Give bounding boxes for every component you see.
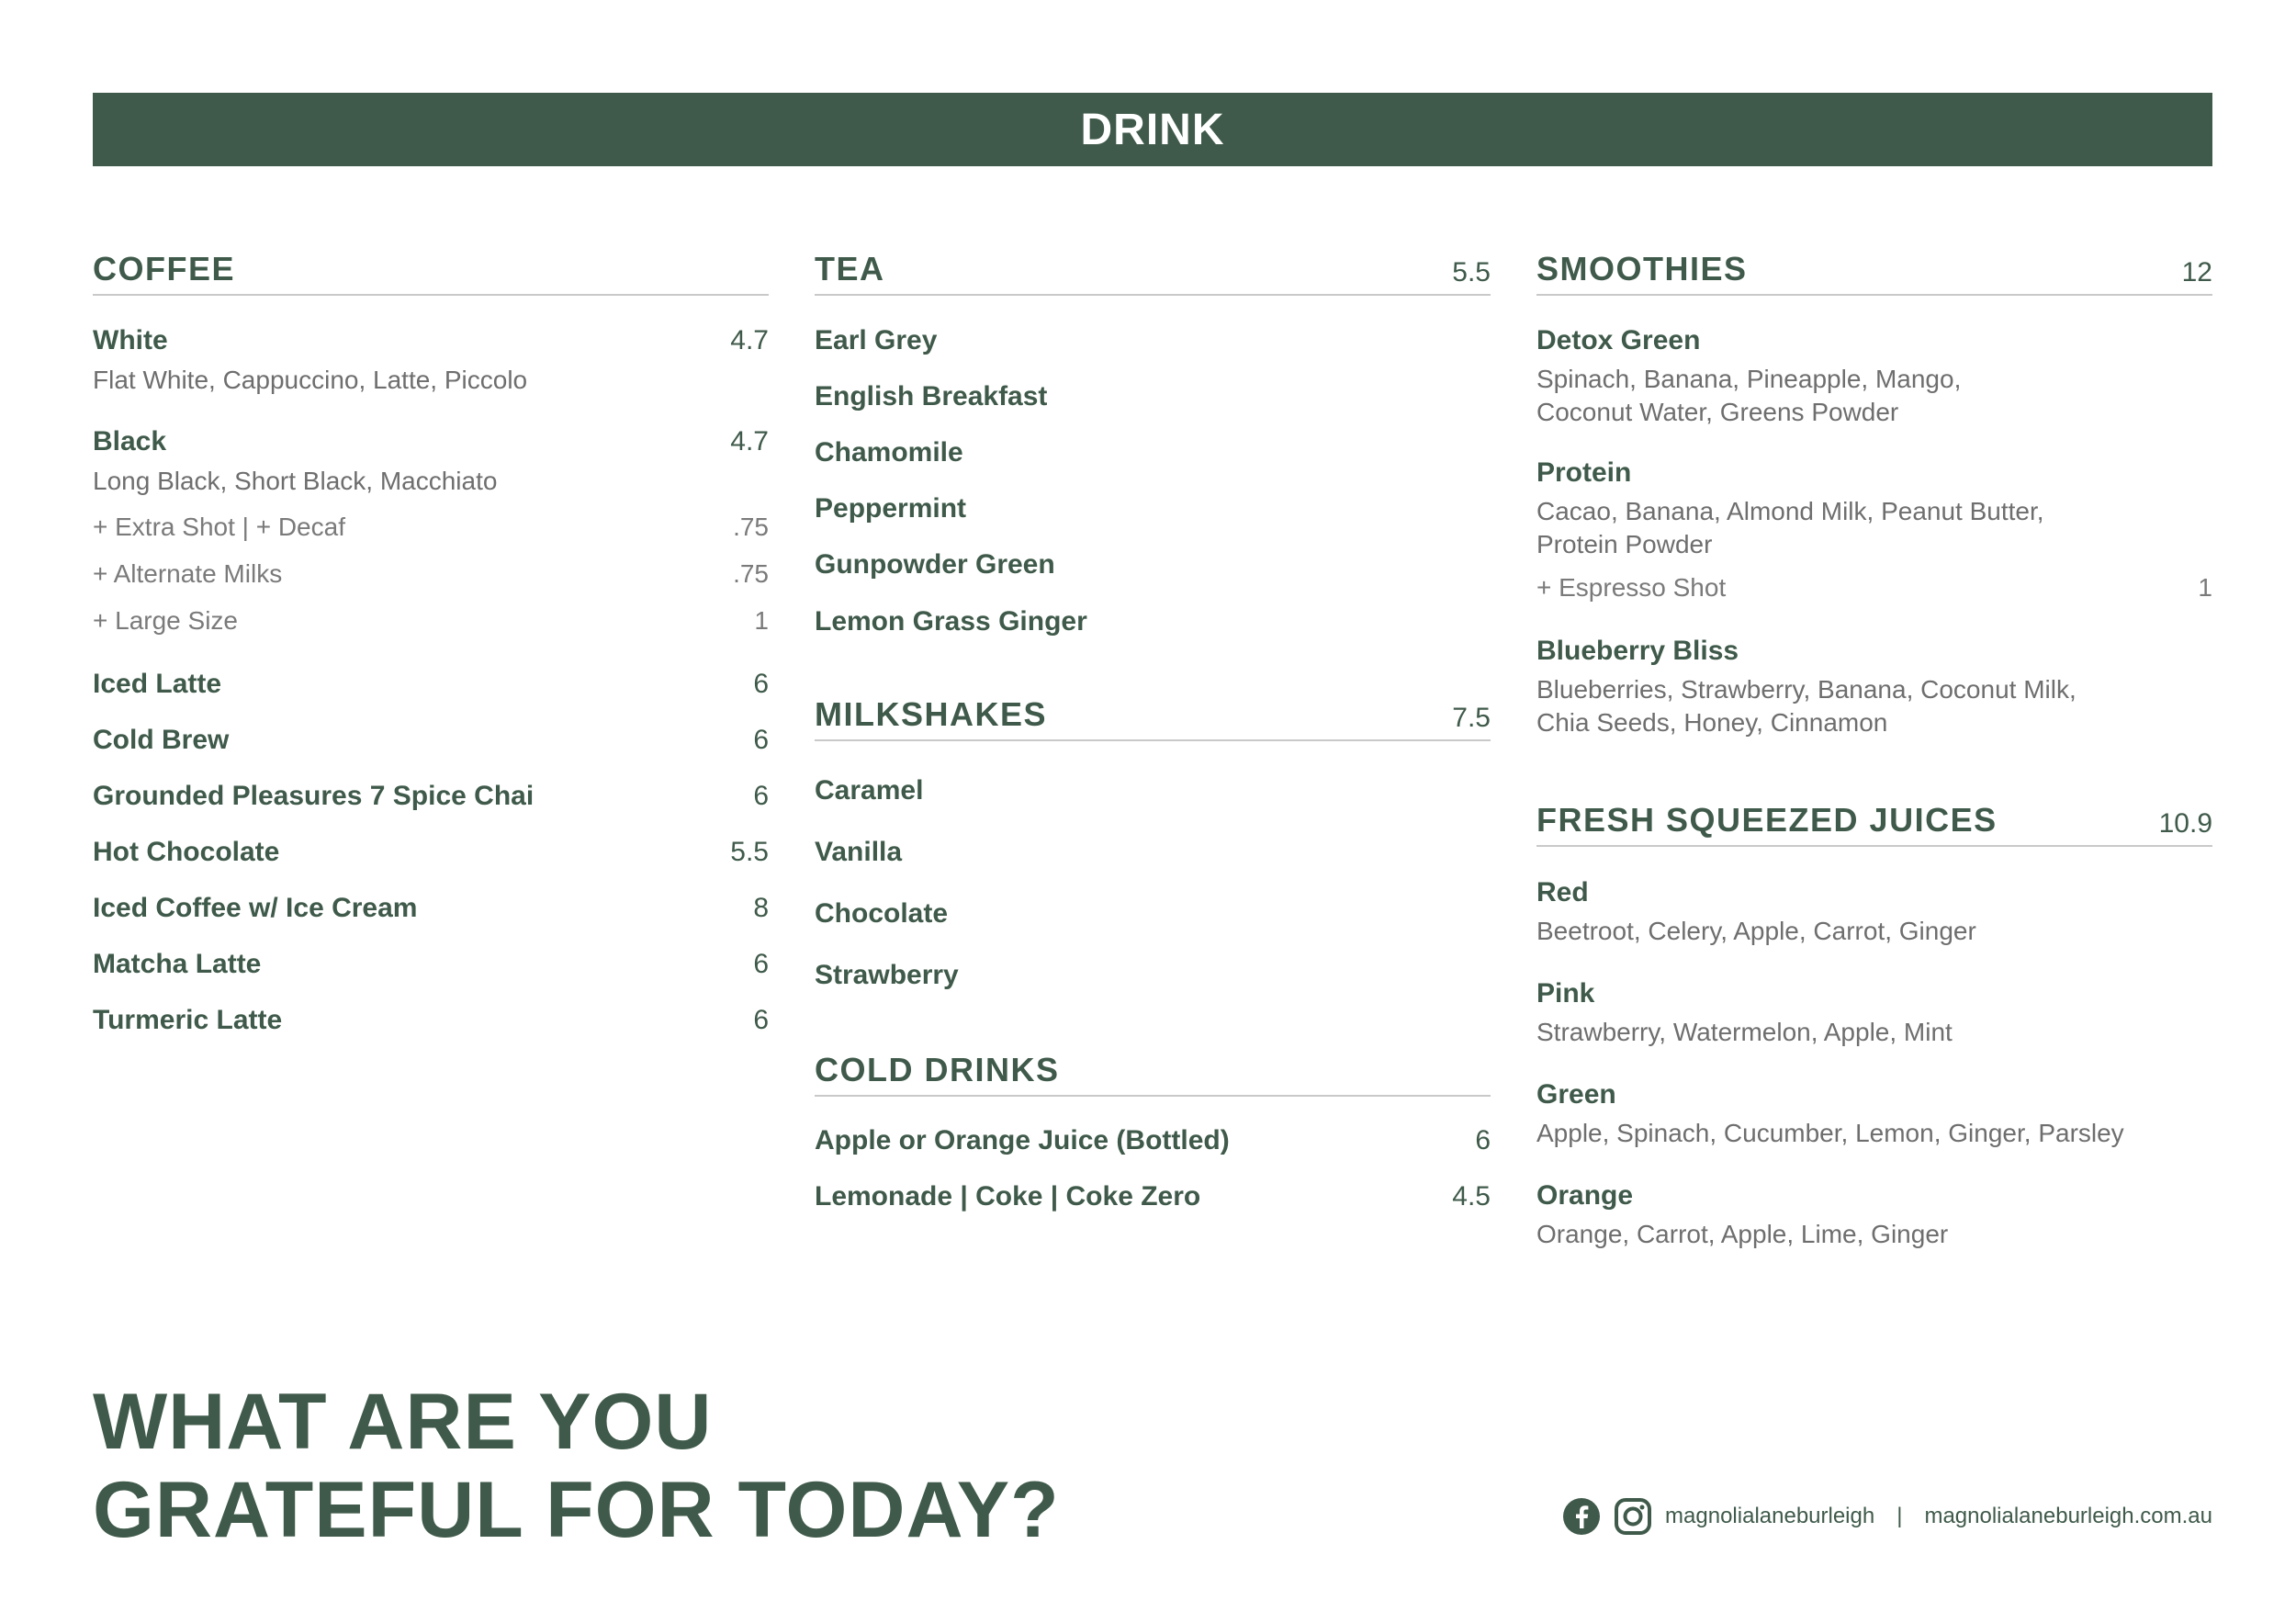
- cold-drinks-title: COLD DRINKS: [815, 1051, 1060, 1088]
- item-name: English Breakfast: [815, 381, 1048, 411]
- addon-espresso-shot: [1536, 573, 2212, 603]
- item-price: 6: [753, 949, 769, 979]
- item-name: Orange: [1536, 1180, 1634, 1211]
- item-price: 6: [1475, 1125, 1491, 1155]
- footer-separator: |: [1896, 1504, 1903, 1528]
- coffee-title: COFFEE: [93, 250, 236, 287]
- menu-item: [93, 781, 769, 812]
- item-name: Protein: [1536, 457, 1632, 488]
- item-price: 6: [753, 781, 769, 811]
- addon-price: 1: [754, 606, 769, 635]
- item-description: Coconut Water, Greens Powder: [1536, 398, 1899, 426]
- menu-item: [815, 325, 1491, 356]
- item-name: Strawberry: [815, 960, 959, 990]
- tea-section-header: [815, 248, 1491, 296]
- addon-price: .75: [733, 513, 769, 541]
- tagline: [93, 1378, 1060, 1554]
- smoothies-juices-column: [1536, 0, 2212, 1623]
- item-description: Chia Seeds, Honey, Cinnamon: [1536, 708, 1888, 737]
- item-name: Blueberry Bliss: [1536, 636, 1739, 666]
- menu-item: [815, 437, 1491, 468]
- item-name: Lemonade | Coke | Coke Zero: [815, 1181, 1201, 1212]
- menu-item: [815, 381, 1491, 412]
- item-description: Cacao, Banana, Almond Milk, Peanut Butter,: [1536, 497, 2044, 525]
- menu-item: [93, 893, 769, 924]
- menu-item-white: [93, 325, 769, 356]
- social-handle[interactable]: magnolialaneburleigh: [1665, 1504, 1875, 1528]
- addon-alternate-milks: [93, 559, 769, 589]
- item-price: 6: [753, 725, 769, 755]
- item-name: Pink: [1536, 978, 1595, 1009]
- menu-item: [93, 837, 769, 868]
- item-name: Detox Green: [1536, 325, 1701, 355]
- menu-item: [815, 960, 1491, 991]
- item-name: Caramel: [815, 775, 924, 806]
- juices-section-header: [1536, 799, 2212, 847]
- social-links: [1562, 1497, 2212, 1536]
- tea-price: 5.5: [1452, 257, 1491, 287]
- item-price: 4.7: [730, 325, 769, 355]
- menu-item: [815, 549, 1491, 580]
- page-title: DRINK: [1080, 105, 1225, 154]
- item-name: Turmeric Latte: [93, 1005, 283, 1035]
- addon-extra-shot: [93, 513, 769, 542]
- tea-title: TEA: [815, 250, 885, 287]
- item-name: Iced Coffee w/ Ice Cream: [93, 893, 418, 923]
- menu-item: [93, 949, 769, 980]
- milkshakes-price: 7.5: [1452, 703, 1491, 733]
- tagline-line-1: WHAT ARE YOU: [93, 1378, 713, 1466]
- menu-item-detox-green: [1536, 325, 2212, 356]
- website-link[interactable]: magnolialaneburleigh.com.au: [1924, 1504, 2212, 1528]
- item-name: Green: [1536, 1079, 1616, 1110]
- item-name: Chocolate: [815, 898, 949, 929]
- menu-item-orange: [1536, 1180, 2212, 1212]
- item-name: Vanilla: [815, 837, 903, 867]
- item-name: Black: [93, 426, 167, 456]
- menu-item-protein: [1536, 457, 2212, 489]
- milkshakes-title: MILKSHAKES: [815, 695, 1048, 733]
- item-price: 6: [753, 1005, 769, 1035]
- item-name: Chamomile: [815, 437, 963, 468]
- addon-name: + Large Size: [93, 606, 238, 635]
- menu-item: [93, 669, 769, 700]
- menu-item: [93, 1005, 769, 1036]
- juices-price: 10.9: [2158, 808, 2212, 839]
- menu-item-blueberry-bliss: [1536, 636, 2212, 667]
- item-name: Cold Brew: [93, 725, 230, 755]
- item-description: Blueberries, Strawberry, Banana, Coconut Milk,: [1536, 675, 2077, 704]
- menu-item-green: [1536, 1079, 2212, 1110]
- item-name: Red: [1536, 877, 1589, 907]
- item-name: Grounded Pleasures 7 Spice Chai: [93, 781, 535, 811]
- item-description: Protein Powder: [1536, 530, 1713, 558]
- menu-item: [815, 606, 1491, 637]
- addon-large-size: [93, 606, 769, 636]
- addon-price: .75: [733, 559, 769, 588]
- juices-title: FRESH SQUEEZED JUICES: [1536, 801, 1998, 839]
- item-price: 8: [753, 893, 769, 923]
- smoothies-title: SMOOTHIES: [1536, 250, 1748, 287]
- addon-price: 1: [2198, 573, 2212, 602]
- menu-item: [815, 1181, 1491, 1212]
- menu-item: [815, 837, 1491, 868]
- item-name: Lemon Grass Ginger: [815, 606, 1087, 637]
- addon-name: + Alternate Milks: [93, 559, 283, 588]
- tagline-line-2: GRATEFUL FOR TODAY?: [93, 1466, 1060, 1554]
- item-price: 6: [753, 669, 769, 699]
- item-description: Long Black, Short Black, Macchiato: [93, 467, 498, 495]
- item-description: Beetroot, Celery, Apple, Carrot, Ginger: [1536, 917, 1976, 945]
- cold-drinks-section-header: [815, 1049, 1491, 1097]
- menu-item: [93, 725, 769, 756]
- facebook-icon[interactable]: [1562, 1497, 1601, 1536]
- menu-item-red: [1536, 877, 2212, 908]
- item-name: Earl Grey: [815, 325, 938, 355]
- item-name: White: [93, 325, 168, 355]
- item-name: Gunpowder Green: [815, 549, 1055, 580]
- item-name: Matcha Latte: [93, 949, 262, 979]
- item-name: Peppermint: [815, 493, 967, 524]
- milkshakes-section-header: [815, 693, 1491, 741]
- menu-item-black: [93, 426, 769, 457]
- menu-item: [815, 493, 1491, 524]
- smoothies-price: 12: [2181, 257, 2212, 287]
- coffee-section-header: [93, 248, 769, 296]
- menu-item: [815, 775, 1491, 806]
- item-name: Iced Latte: [93, 669, 222, 699]
- menu-item: [815, 898, 1491, 930]
- menu-item: [815, 1125, 1491, 1156]
- item-description: Spinach, Banana, Pineapple, Mango,: [1536, 365, 1962, 393]
- item-description: Flat White, Cappuccino, Latte, Piccolo: [93, 366, 528, 394]
- item-price: 4.5: [1452, 1181, 1491, 1212]
- item-description: Orange, Carrot, Apple, Lime, Ginger: [1536, 1220, 1949, 1248]
- item-price: 5.5: [730, 837, 769, 867]
- menu-item-pink: [1536, 978, 2212, 1009]
- item-name: Hot Chocolate: [93, 837, 280, 867]
- addon-name: + Espresso Shot: [1536, 573, 1727, 602]
- addon-name: + Extra Shot | + Decaf: [93, 513, 345, 541]
- item-description: Strawberry, Watermelon, Apple, Mint: [1536, 1018, 1953, 1046]
- item-description: Apple, Spinach, Cucumber, Lemon, Ginger, Parsley: [1536, 1119, 2124, 1147]
- item-name: Apple or Orange Juice (Bottled): [815, 1125, 1230, 1155]
- instagram-icon[interactable]: [1614, 1497, 1652, 1536]
- item-price: 4.7: [730, 426, 769, 456]
- smoothies-section-header: [1536, 248, 2212, 296]
